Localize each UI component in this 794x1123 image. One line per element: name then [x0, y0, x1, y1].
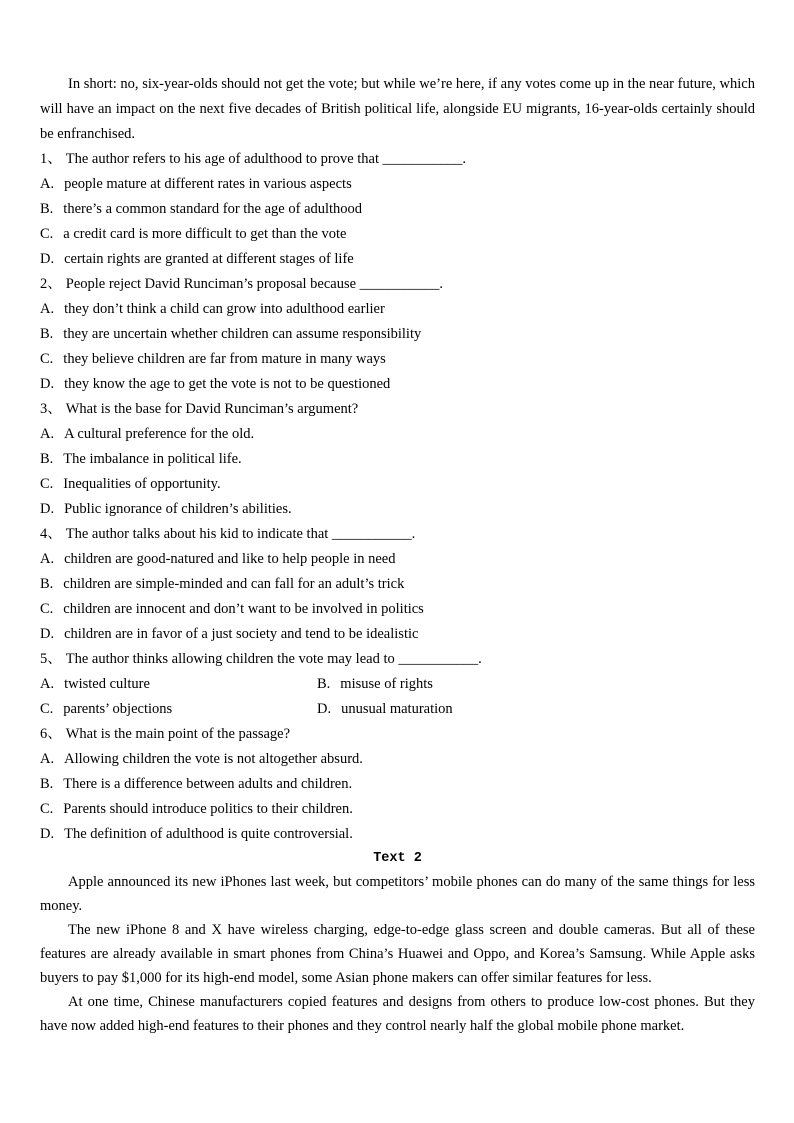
- option-text: children are simple-minded and can fall for an adult’s trick: [63, 576, 405, 592]
- text2-paragraph: Apple announced its new iPhones last week, but competitors’ mobile phones can do many of the same things for less money.: [40, 874, 755, 914]
- option-label: B.: [40, 201, 54, 217]
- options-list: [40, 747, 755, 847]
- question-stem: [40, 647, 755, 672]
- option-item: [40, 372, 755, 397]
- option-label: A.: [40, 176, 55, 192]
- option-label: C.: [40, 701, 54, 717]
- option-label: C.: [40, 226, 54, 242]
- question-stem: [40, 147, 755, 172]
- question-block: [40, 397, 755, 522]
- question-text: What is the base for David Runciman’s argument?: [65, 401, 359, 417]
- option-item: [40, 547, 755, 572]
- section-title-text2: Text 2: [373, 851, 422, 866]
- options-list: [40, 422, 755, 522]
- option-text: children are in favor of a just society and tend to be idealistic: [64, 626, 419, 642]
- option-text: there’s a common standard for the age of adulthood: [63, 201, 363, 217]
- question-text: The author refers to his age of adulthood to prove that ___________.: [65, 151, 467, 167]
- option-label: D.: [40, 826, 55, 842]
- option-text: Public ignorance of children’s abilities.: [64, 501, 292, 517]
- questions-section: [40, 147, 755, 847]
- option-item: [40, 622, 755, 647]
- option-item: [40, 422, 755, 447]
- question-block: [40, 522, 755, 647]
- option-text: certain rights are granted at different stages of life: [64, 251, 354, 267]
- option-text: twisted culture: [64, 676, 150, 692]
- question-number: 4、: [40, 526, 62, 542]
- option-label: B.: [40, 451, 54, 467]
- option-text: Inequalities of opportunity.: [63, 476, 221, 492]
- option-label: A.: [40, 751, 55, 767]
- option-text: There is a difference between adults and children.: [63, 776, 353, 792]
- option-item: [317, 672, 755, 697]
- option-text: they are uncertain whether children can assume responsibility: [63, 326, 422, 342]
- question-block: [40, 647, 755, 722]
- option-item: [40, 472, 755, 497]
- option-label: A.: [40, 551, 55, 567]
- option-text: misuse of rights: [340, 676, 433, 692]
- question-stem: [40, 522, 755, 547]
- option-text: they know the age to get the vote is not to be questioned: [64, 376, 391, 392]
- option-item: [40, 247, 755, 272]
- options-list: [40, 172, 755, 272]
- question-block: [40, 272, 755, 397]
- option-label: D.: [40, 501, 55, 517]
- option-item: [40, 797, 755, 822]
- option-item: [40, 672, 317, 697]
- option-item: [40, 322, 755, 347]
- option-item: [40, 297, 755, 322]
- option-item: [40, 197, 755, 222]
- option-label: B.: [40, 776, 54, 792]
- question-text: The author talks about his kid to indicate that ___________.: [65, 526, 416, 542]
- option-label: A.: [40, 676, 55, 692]
- text2-section: [40, 870, 755, 1038]
- question-number: 2、: [40, 276, 62, 292]
- options-list: [40, 297, 755, 397]
- option-text: children are good-natured and like to help people in need: [64, 551, 396, 567]
- option-label: D.: [40, 251, 55, 267]
- option-label: C.: [40, 476, 54, 492]
- option-label: C.: [40, 601, 54, 617]
- option-text: The imbalance in political life.: [63, 451, 242, 467]
- question-text: The author thinks allowing children the vote may lead to ___________.: [65, 651, 482, 667]
- option-text: The definition of adulthood is quite controversial.: [64, 826, 353, 842]
- option-text: people mature at different rates in various aspects: [64, 176, 352, 192]
- question-text: What is the main point of the passage?: [65, 726, 291, 742]
- option-label: D.: [40, 626, 55, 642]
- question-number: 5、: [40, 651, 62, 667]
- text2-paragraph: At one time, Chinese manufacturers copied features and designs from others to produce low-cost phones. But they have now added high-end features to their phones and they control nearly half the global mobile phone market.: [40, 994, 755, 1034]
- option-item: [40, 597, 755, 622]
- option-label: A.: [40, 301, 55, 317]
- option-text: unusual maturation: [341, 701, 453, 717]
- options-list: [40, 547, 755, 647]
- question-stem: [40, 397, 755, 422]
- option-label: B.: [40, 576, 54, 592]
- option-text: they don’t think a child can grow into adulthood earlier: [64, 301, 385, 317]
- option-label: B.: [40, 326, 54, 342]
- option-label: D.: [317, 701, 332, 717]
- option-item: [317, 697, 755, 722]
- option-item: [40, 497, 755, 522]
- option-item: [40, 222, 755, 247]
- option-item: [40, 697, 317, 722]
- option-item: [40, 447, 755, 472]
- options-list: [40, 672, 755, 722]
- option-label: C.: [40, 801, 54, 817]
- option-item: [40, 572, 755, 597]
- option-item: [40, 822, 755, 847]
- option-label: B.: [317, 676, 331, 692]
- question-number: 6、: [40, 726, 62, 742]
- option-text: Allowing children the vote is not altogether absurd.: [64, 751, 363, 767]
- option-text: a credit card is more difficult to get than the vote: [63, 226, 347, 242]
- question-stem: [40, 722, 755, 747]
- option-text: A cultural preference for the old.: [64, 426, 255, 442]
- intro-paragraph: In short: no, six-year-olds should not get the vote; but while we’re here, if any votes come up in the near future, which will have an impact on the next five decades of British political life, alongside EU migrants, 16-year-olds certainly should be enfranchised.: [40, 76, 755, 142]
- question-stem: [40, 272, 755, 297]
- option-item: [40, 347, 755, 372]
- option-item: [40, 772, 755, 797]
- option-text: parents’ objections: [63, 701, 173, 717]
- option-text: Parents should introduce politics to their children.: [63, 801, 353, 817]
- option-label: C.: [40, 351, 54, 367]
- option-item: [40, 172, 755, 197]
- question-block: [40, 147, 755, 272]
- option-item: [40, 747, 755, 772]
- option-text: they believe children are far from mature in many ways: [63, 351, 386, 367]
- option-label: A.: [40, 426, 55, 442]
- question-number: 3、: [40, 401, 62, 417]
- question-block: [40, 722, 755, 847]
- question-text: People reject David Runciman’s proposal because ___________.: [65, 276, 444, 292]
- option-label: D.: [40, 376, 55, 392]
- question-number: 1、: [40, 151, 62, 167]
- option-text: children are innocent and don’t want to be involved in politics: [63, 601, 424, 617]
- text2-paragraph: The new iPhone 8 and X have wireless charging, edge-to-edge glass screen and double cameras. But all of these features are already available in smart phones from China’s Huawei and Oppo, and Korea’s Samsung. While Apple asks buyers to pay $1,000 for its high-end model, some Asian phone makers can offer similar features for less.: [40, 922, 755, 986]
